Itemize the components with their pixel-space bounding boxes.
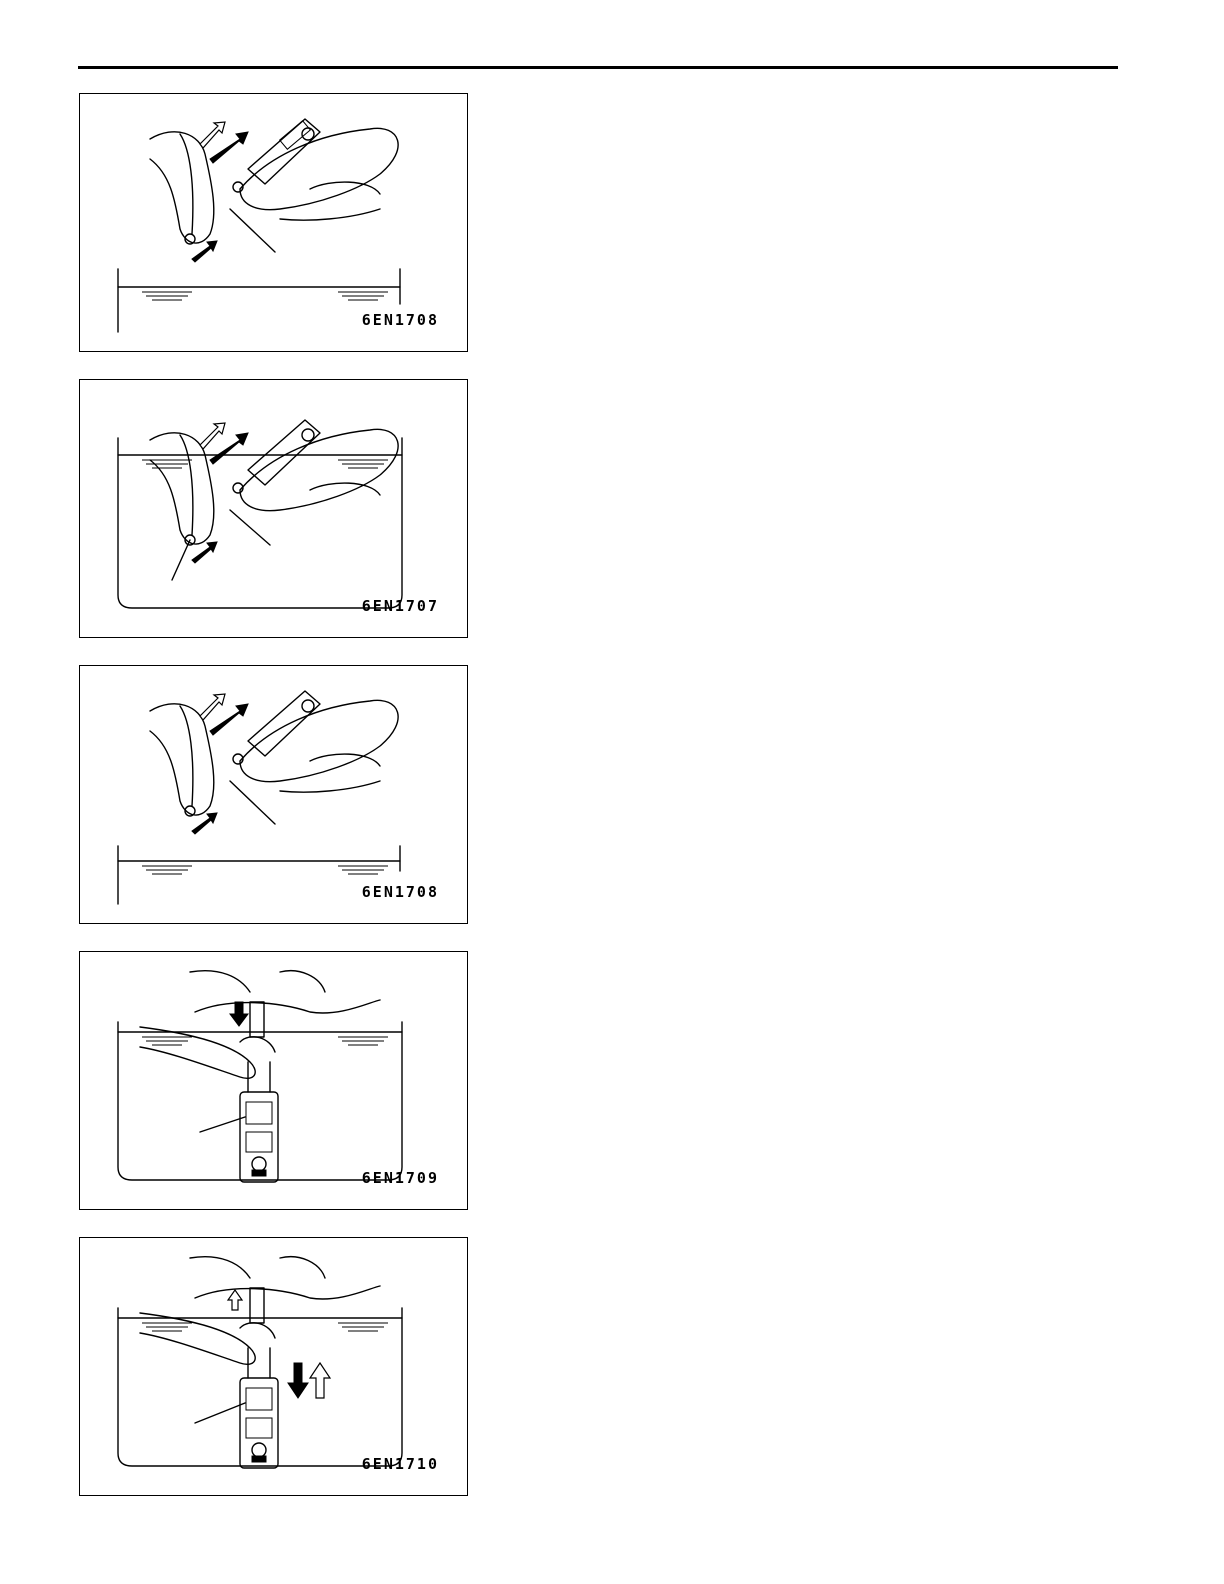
- figure-code: 6EN1708: [361, 883, 439, 901]
- figure-1: [79, 93, 468, 352]
- figure-code: 6EN1707: [361, 597, 439, 615]
- figure-code: 6EN1708: [361, 311, 439, 329]
- figure-4: [79, 951, 468, 1210]
- figure-code: 6EN1710: [361, 1455, 439, 1473]
- figure-3: [79, 665, 468, 924]
- figure-code: 6EN1709: [361, 1169, 439, 1187]
- figure-2: [79, 379, 468, 638]
- header-rule: [78, 66, 1118, 69]
- figure-5: [79, 1237, 468, 1496]
